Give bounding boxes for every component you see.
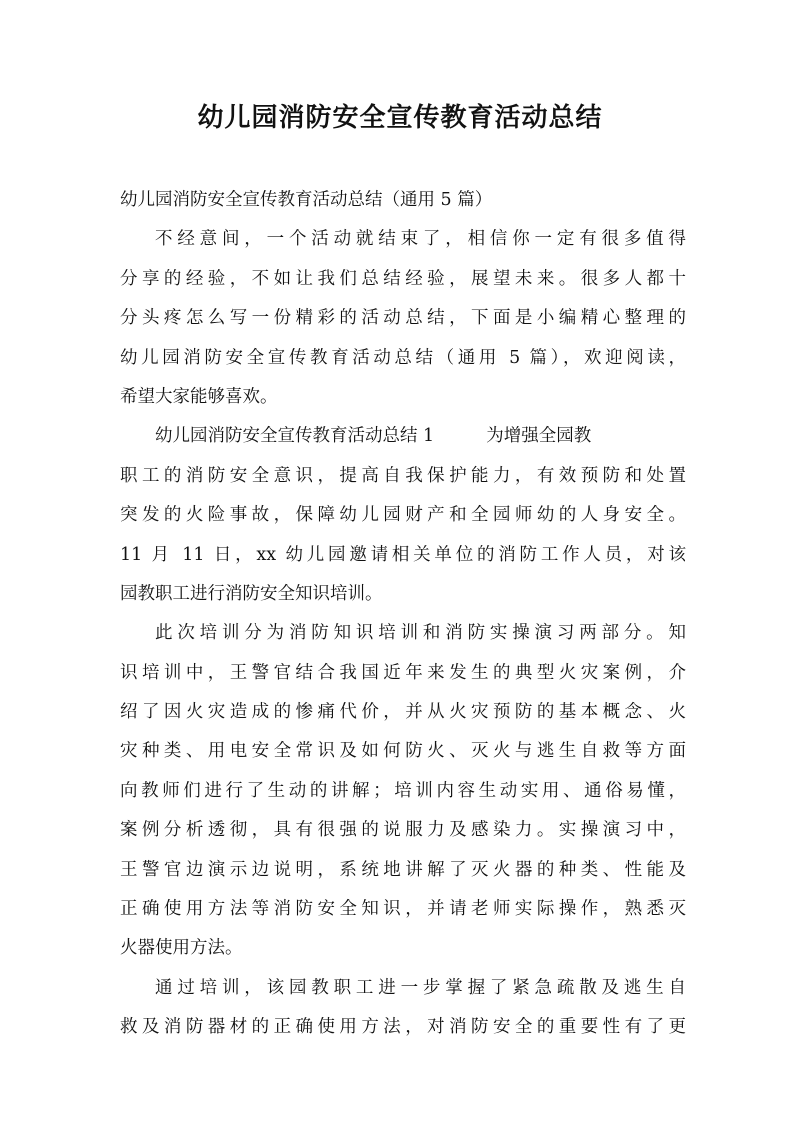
paragraph-line: 园教职工进行消防安全知识培训。 xyxy=(120,583,383,604)
paragraph-line: 案例分析透彻，具有很强的说服力及感染力。实操演习中， xyxy=(120,820,686,841)
paragraph-line: 职工的消防安全意识，提高自我保护能力，有效预防和处置 xyxy=(120,465,686,486)
paragraph-line: 向教师们进行了生动的讲解；培训内容生动实用、通俗易懂， xyxy=(120,780,686,801)
paragraph-line: 灾种类、用电安全常识及如何防火、灭火与逃生自救等方面 xyxy=(120,741,686,762)
paragraph-line: 识培训中，王警官结合我国近年来发生的典型火灾案例，介 xyxy=(120,662,686,683)
document-title: 幼儿园消防安全宣传教育活动总结 xyxy=(197,103,603,133)
paragraph-line: 王警官边演示边说明，系统地讲解了灭火器的种类、性能及 xyxy=(120,859,686,880)
paragraph-line: 突发的火险事故，保障幼儿园财产和全园师幼的人身安全。 xyxy=(120,505,686,526)
paragraph-line: 11 月 11 日，xx 幼儿园邀请相关单位的消防工作人员，对该 xyxy=(120,544,686,565)
document-body xyxy=(120,181,686,1048)
paragraph-line: 通过培训，该园教职工进一步掌握了紧急疏散及逃生自 xyxy=(155,977,686,998)
paragraph-line: 此次培训分为消防知识培训和消防实操演习两部分。知 xyxy=(155,623,686,644)
section-heading: 幼儿园消防安全宣传教育活动总结 1 xyxy=(155,426,435,447)
subtitle-line: 幼儿园消防安全宣传教育活动总结（通用 5 篇） xyxy=(120,190,493,210)
section-heading-line xyxy=(120,417,686,456)
paragraph-line: 分享的经验，不如让我们总结经验，展望未来。很多人都十 xyxy=(120,268,686,289)
paragraph-line: 绍了因火灾造成的惨痛代价，并从火灾预防的基本概念、火 xyxy=(120,702,686,723)
paragraph-line: 火器使用方法。 xyxy=(120,938,243,959)
paragraph-line: 救及消防器材的正确使用方法，对消防安全的重要性有了更 xyxy=(120,1017,686,1038)
paragraph-line: 正确使用方法等消防安全知识，并请老师实际操作，熟悉灭 xyxy=(120,899,686,920)
paragraph-line: 分头疼怎么写一份精彩的活动总结，下面是小编精心整理的 xyxy=(120,308,686,329)
paragraph-line: 幼儿园消防安全宣传教育活动总结（通用 5 篇），欢迎阅读， xyxy=(120,347,686,368)
paragraph-line: 希望大家能够喜欢。 xyxy=(120,386,278,407)
paragraph-fragment: 为增强全园教 xyxy=(486,426,592,447)
paragraph-line: 不经意间，一个活动就结束了，相信你一定有很多值得 xyxy=(155,229,686,250)
